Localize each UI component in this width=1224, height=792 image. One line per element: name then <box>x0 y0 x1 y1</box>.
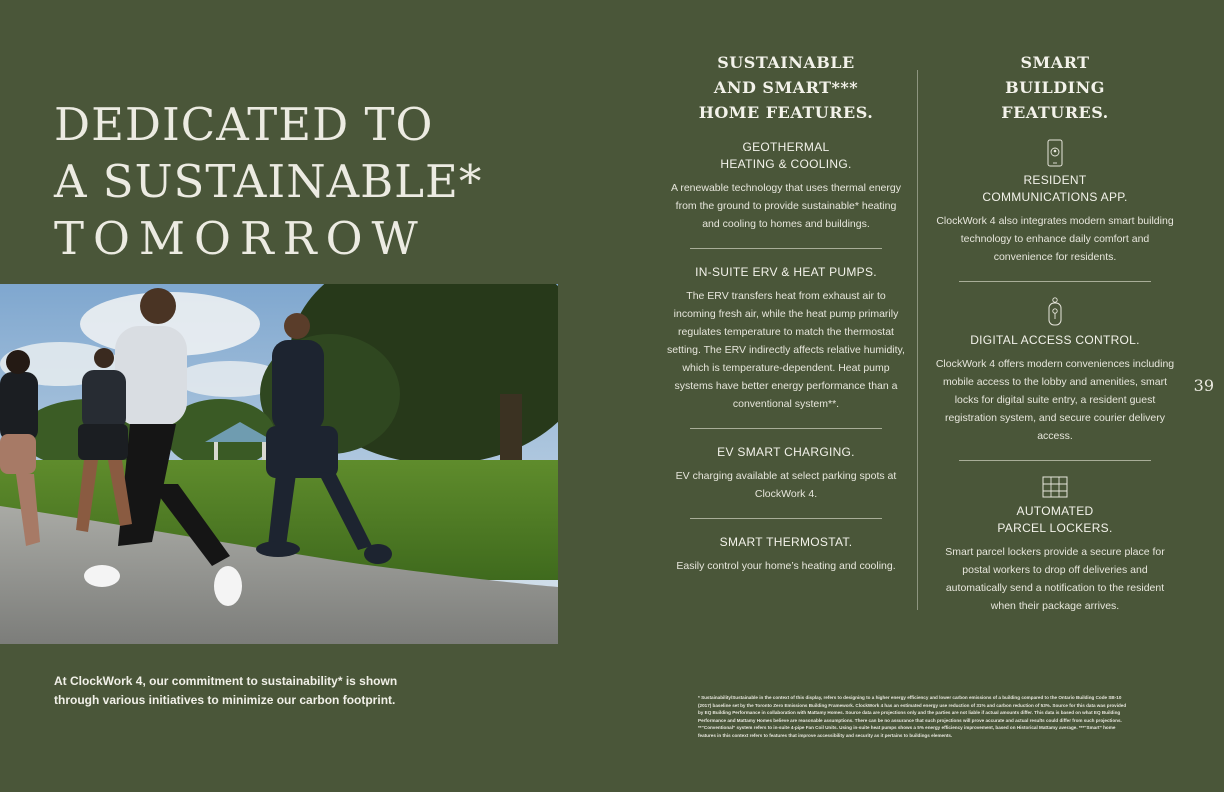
phone-app-icon <box>1047 139 1063 167</box>
feature-communications-app <box>935 139 1175 266</box>
feature-title-line: COMMUNICATIONS APP. <box>982 190 1128 204</box>
feature-smart-thermostat <box>666 534 906 575</box>
divider-rule <box>690 428 882 429</box>
divider-rule <box>959 460 1151 461</box>
headline-line-2: A SUSTAINABLE* <box>54 155 483 208</box>
key-fob-icon <box>1047 297 1063 327</box>
sustainability-caption: At ClockWork 4, our commitment to sustainability* is shown through various initiatives to minimize our carbon footprint. <box>54 674 398 707</box>
parcel-locker-icon <box>1042 476 1068 498</box>
column-title-line: SMART <box>1020 53 1090 72</box>
feature-description: A renewable technology that uses thermal energy from the ground to provide sustainable* heating and cooling to homes and buildings. <box>671 182 901 230</box>
column-title-line: HOME FEATURES. <box>698 103 874 122</box>
feature-parcel-lockers <box>935 476 1175 615</box>
sustainable-features-column <box>666 50 906 575</box>
smart-building-column <box>935 50 1175 615</box>
page-number: 39 <box>1193 376 1214 395</box>
column-title-line: FEATURES. <box>1001 103 1109 122</box>
feature-description: EV charging available at select parking spots at ClockWork 4. <box>675 470 897 500</box>
feature-title: SMART THERMOSTAT. <box>719 535 853 549</box>
feature-digital-access <box>935 297 1175 445</box>
headline-line-1: DEDICATED TO <box>54 98 434 151</box>
feature-title: DIGITAL ACCESS CONTROL. <box>970 333 1140 347</box>
feature-title <box>935 503 1175 537</box>
feature-erv-heat-pumps <box>666 264 906 413</box>
feature-title: EV SMART CHARGING. <box>717 445 855 459</box>
sustainable-features-title <box>666 50 906 125</box>
column-title-line: SUSTAINABLE <box>717 53 855 72</box>
feature-description: The ERV transfers heat from exhaust air to incoming fresh air, while the heat pump primarily regulates temperature to match the thermostat setting. The ERV indirectly affects relative humidity, which is temperature-dependent. Heat pump systems have better energy performance than a conventional system**. <box>667 290 905 410</box>
runners-photo <box>0 284 558 644</box>
column-title-line: AND SMART*** <box>713 78 859 97</box>
feature-title-line: PARCEL LOCKERS. <box>997 521 1113 535</box>
feature-title-line: HEATING & COOLING. <box>720 157 852 171</box>
divider-rule <box>959 281 1151 282</box>
feature-description: Smart parcel lockers provide a secure place for postal workers to drop off deliveries and automatically send a notification to the resident when their package arrives. <box>945 546 1165 612</box>
column-title-line: BUILDING <box>1005 78 1105 97</box>
feature-title-line: RESIDENT <box>1023 173 1087 187</box>
smart-building-title <box>935 50 1175 125</box>
feature-geothermal <box>666 139 906 233</box>
feature-title <box>666 139 906 173</box>
feature-description: ClockWork 4 offers modern conveniences including mobile access to the lobby and amenities, smart locks for digital suite entry, a resident guest registration system, and secure courier delivery access. <box>935 358 1175 442</box>
divider-rule <box>690 518 882 519</box>
legal-footnote: * Sustainability/Sustainable in the context of this display, refers to designing to a higher energy efficiency and lower carbon emissions of a building compared to the Ontario Building Code SB-10 (2017) baseline set by the Toronto Zero Emissions Building Framework. ClockWork 4 has an estimated energy use reduction of 31% and carbon reduction of 53%. Source for this data was provided by EQ Building Performance in collaboration with Mattamy Homes. Source data are projections only and the parties are not liable if actual amounts differ. This data is based on what EQ Building Performance and Mattamy Homes believe are reasonable assumptions. There can be no assurance that such projections will prove accurate and actual results could differ from such projections. **“Conventional” system refers to in-suite 4-pipe Fan Coil Units. Using in-suite heat pumps shows a 5% energy efficiency improvement, based on Historical Mattamy average. ***“Smart” home features in this context refers to features that improve accessibility and security as it pertains to buildings elements. <box>698 695 1127 738</box>
feature-description: Easily control your home’s heating and cooling. <box>676 560 896 572</box>
feature-title-line: AUTOMATED <box>1016 504 1094 518</box>
column-divider <box>917 70 918 610</box>
feature-title <box>935 172 1175 206</box>
feature-ev-charging <box>666 444 906 503</box>
feature-description: ClockWork 4 also integrates modern smart building technology to enhance daily comfort and convenience for residents. <box>936 215 1174 263</box>
headline-line-3: TOMORROW <box>54 212 427 265</box>
divider-rule <box>690 248 882 249</box>
feature-title-line: GEOTHERMAL <box>742 140 830 154</box>
headline <box>54 96 482 267</box>
feature-title: IN-SUITE ERV & HEAT PUMPS. <box>695 265 877 279</box>
